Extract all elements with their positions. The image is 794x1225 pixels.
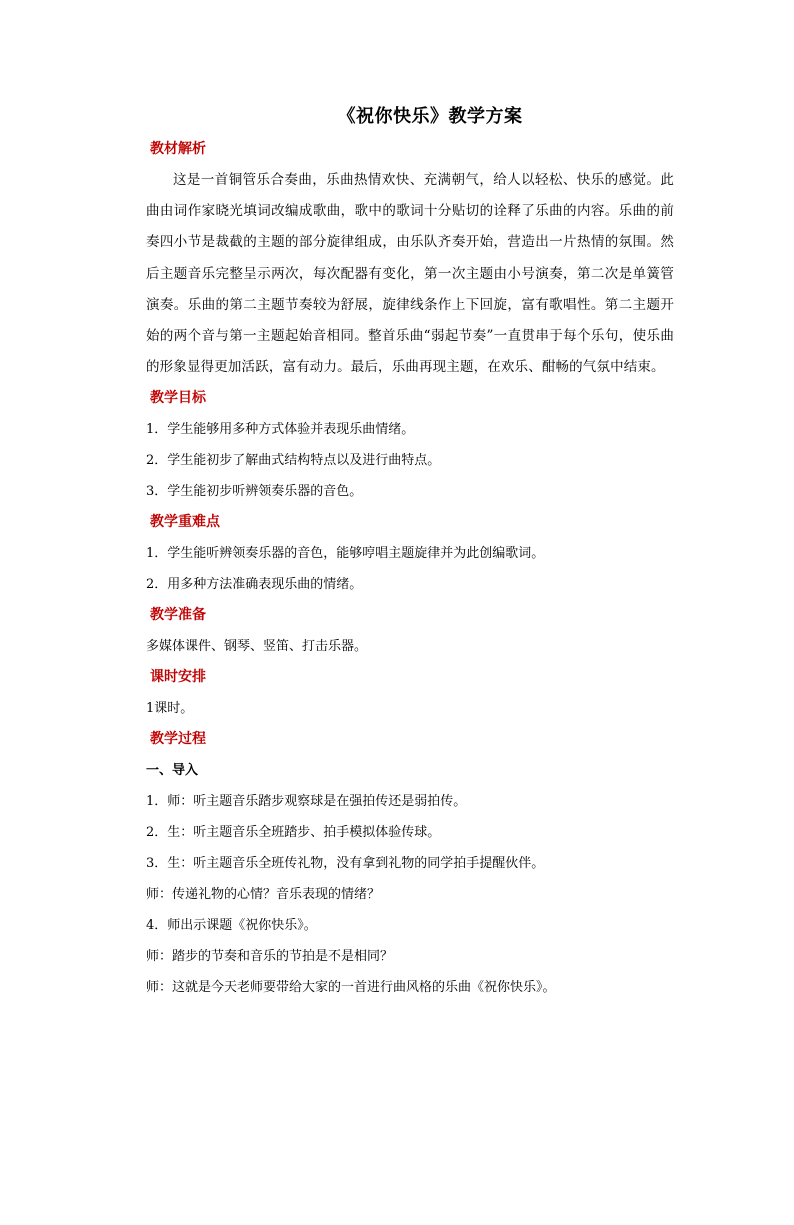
preparation-text: 多媒体课件、钢琴、竖笛、打击乐器。 (146, 639, 368, 655)
schedule-text: 1课时。 (146, 701, 194, 717)
process-line: 师：传递礼物的心情？音乐表现的情绪？ (146, 887, 381, 903)
key-point-item: 1．学生能听辨领奏乐器的音色，能够哼唱主题旋律并为此创编歌词。 (146, 546, 545, 562)
process-line: 1．师：听主题音乐踏步观察球是在强拍传还是弱拍传。 (146, 794, 467, 810)
document-title: 《祝你快乐》教学方案 (337, 106, 523, 127)
process-line: 师：这就是今天老师要带给大家的一首进行曲风格的乐曲《祝你快乐》。 (146, 980, 556, 996)
heading-goals: 教学目标 (150, 390, 206, 407)
process-line: 3．生：听主题音乐全班传礼物，没有拿到礼物的同学拍手提醒伙伴。 (146, 856, 545, 872)
goal-item: 3．学生能初步听辨领奏乐器的音色。 (146, 484, 363, 500)
heading-key-points: 教学重难点 (150, 514, 220, 531)
goal-item: 2．学生能初步了解曲式结构特点以及进行曲特点。 (146, 453, 441, 469)
heading-process: 教学过程 (150, 731, 206, 748)
goal-item: 1．学生能够用多种方式体验并表现乐曲情绪。 (146, 422, 415, 438)
process-line: 师：踏步的节奏和音乐的节拍是不是相同？ (146, 949, 394, 965)
document-page (0, 102, 794, 1225)
heading-analysis: 教材解析 (150, 141, 206, 157)
analysis-paragraph: 这是一首铜管乐合奏曲，乐曲热情欢快、充满朝气，给人以轻松、快乐的感觉。此曲由词作家晓光填词改编成歌曲，歌中的歌词十分贴切的诠释了乐曲的内容。乐曲的前奏四小节是裁截的主题的部分旋律组成，由乐队齐奏开始，营造出一片热情的氛围。然后主题音乐完整呈示两次，每次配器有变化，第一次主题由小号演奏，第二次是单簧管演奏。乐曲的第二主题节奏较为舒展，旋律线条作上下回旋，富有歌唱性。第二主题开始的两个音与第一主题起始音相同。整首乐曲“弱起节奏”一直贯串于每个乐句，使乐曲的形象显得更加活跃，富有动力。最后，乐曲再现主题，在欢乐、酣畅的气氛中结束。 (146, 172, 674, 376)
heading-preparation: 教学准备 (150, 607, 206, 624)
process-line: 4．师出示课题《祝你快乐》。 (146, 918, 317, 934)
heading-schedule: 课时安排 (150, 669, 206, 686)
process-section-title: 一、导入 (146, 763, 199, 779)
process-line: 2．生：听主题音乐全班踏步、拍手模拟体验传球。 (146, 825, 441, 841)
key-point-item: 2．用多种方法准确表现乐曲的情绪。 (146, 577, 363, 593)
